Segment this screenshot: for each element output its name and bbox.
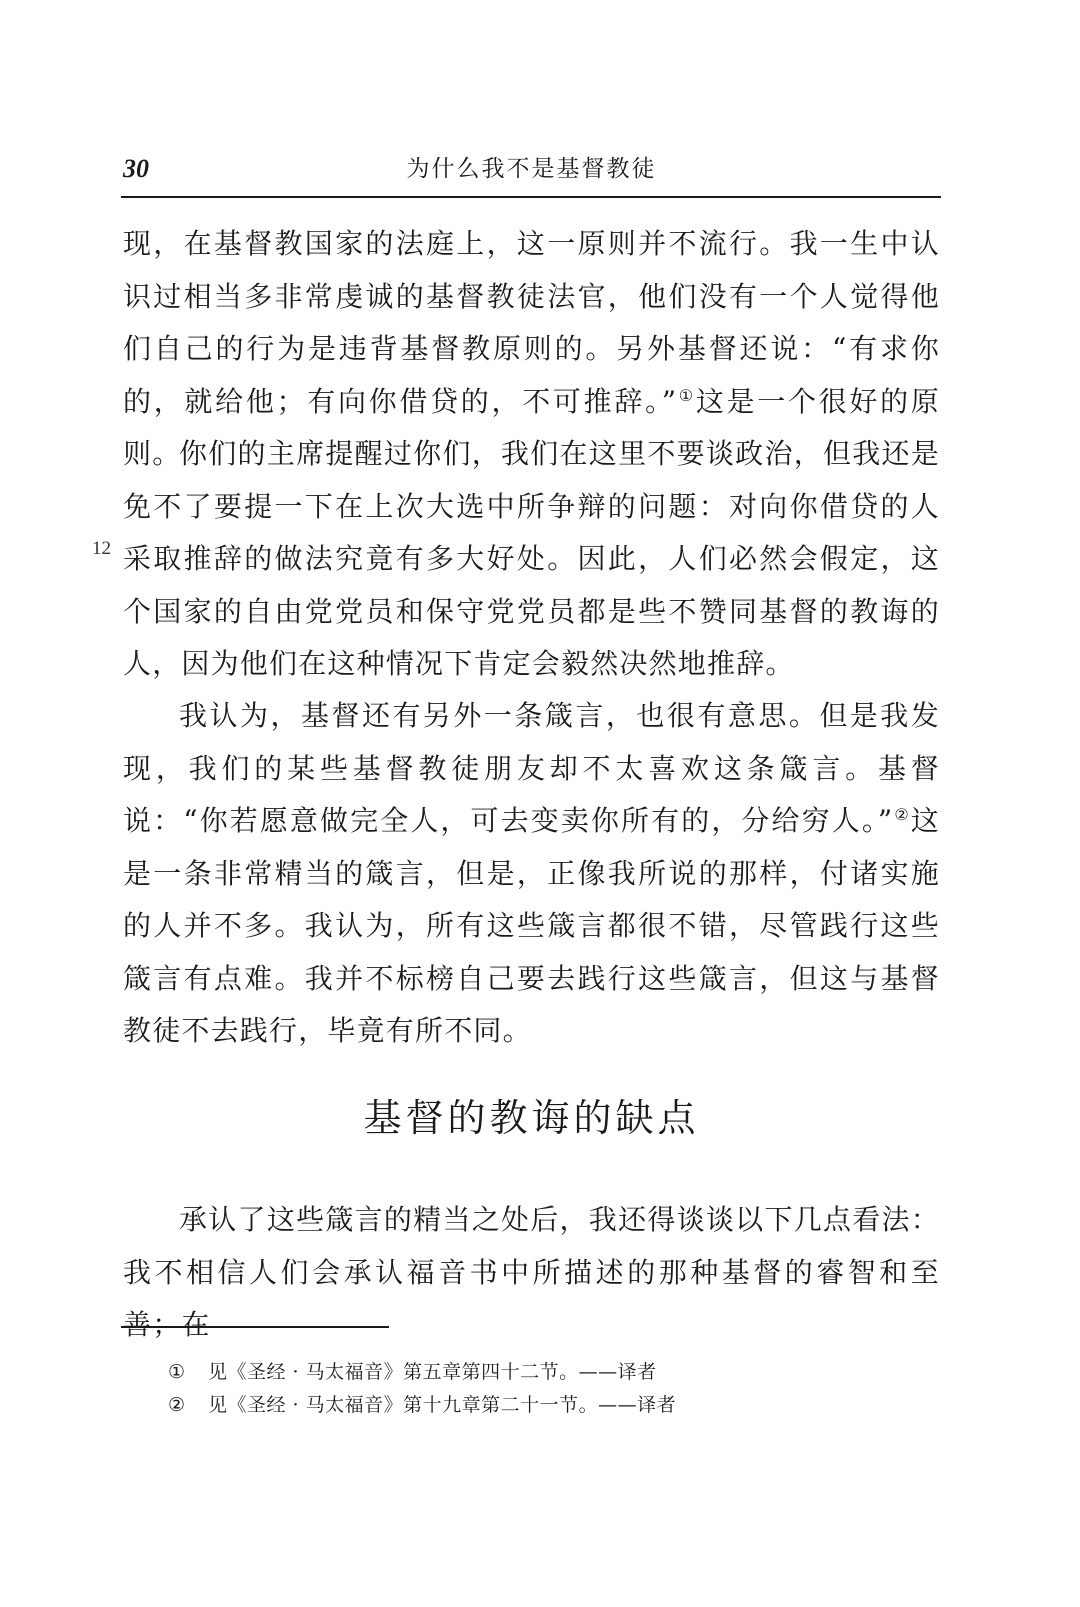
header-rule [121, 196, 941, 198]
paragraph-1-text-b: 这是一个很好的原则。 [123, 384, 940, 470]
margin-page-number: 12 [92, 538, 111, 559]
footnote-ref-2[interactable]: ② [893, 805, 911, 824]
page-number: 30 [123, 154, 149, 183]
paragraph-3-text-a: 我认为，基督还有另外一条箴言，也很有意思。但是我发现，我们的某些基督教徒朋友却不太喜欢这条箴言。基督说：“你若愿意做完全人，可去变卖你所有的，分给穷人。” [123, 699, 940, 837]
paragraph-1-text-a: 现，在基督教国家的法庭上，这一原则并不流行。我一生中认识过相当多非常虔诚的基督教徒法官，他们没有一个人觉得他们自己的行为是违背基督教原则的。另外基督还说：“有求你的，就给他；有向你借贷的，不可推辞。” [123, 227, 940, 418]
footnote-2-mark: ② [168, 1394, 186, 1416]
paragraph-2-text: 你们的主席提醒过你们，我们在这里不要谈政治，但我还是免不了要提一下在上次大选中所争辩的问题：对向你借贷的人采取推辞的做法究竟有多大好处。因此，人们必然会假定，这个国家的自由党党员和保守党党员都是些不赞同基督的教诲的人，因为他们在这种情况下肯定会毅然决然地推辞。 [123, 437, 940, 680]
footnotes [168, 1356, 868, 1422]
section-paragraph: 承认了这些箴言的精当之处后，我还得谈谈以下几点看法：我不相信人们会承认福音书中所描述的那种基督的睿智和至善；在 [123, 1203, 940, 1341]
footnote-rule [121, 1326, 389, 1328]
paragraph-3-text-b: 这是一条非常精当的箴言，但是，正像我所说的那样，付诸实施的人并不多。我认为，所有这些箴言都很不错，尽管践行这些箴言有点难。我并不标榜自己要去践行这些箴言，但这与基督教徒不去践行，毕竟有所不同。 [123, 804, 940, 1047]
footnote-2 [168, 1389, 868, 1422]
section-title: 基督的教诲的缺点 [363, 1096, 700, 1140]
footnote-ref-1[interactable]: ① [677, 385, 696, 405]
footnote-1 [168, 1356, 868, 1389]
footnote-1-mark: ① [168, 1361, 186, 1383]
paragraph-2 [123, 428, 940, 691]
page-header [123, 150, 940, 190]
footnote-1-text: 见《圣经 · 马太福音》第五章第四十二节。——译者 [208, 1361, 657, 1383]
paragraph-3 [123, 690, 940, 1058]
footnote-2-text: 见《圣经 · 马太福音》第十九章第二十一节。——译者 [208, 1394, 677, 1416]
running-title: 为什么我不是基督教徒 [406, 156, 657, 182]
